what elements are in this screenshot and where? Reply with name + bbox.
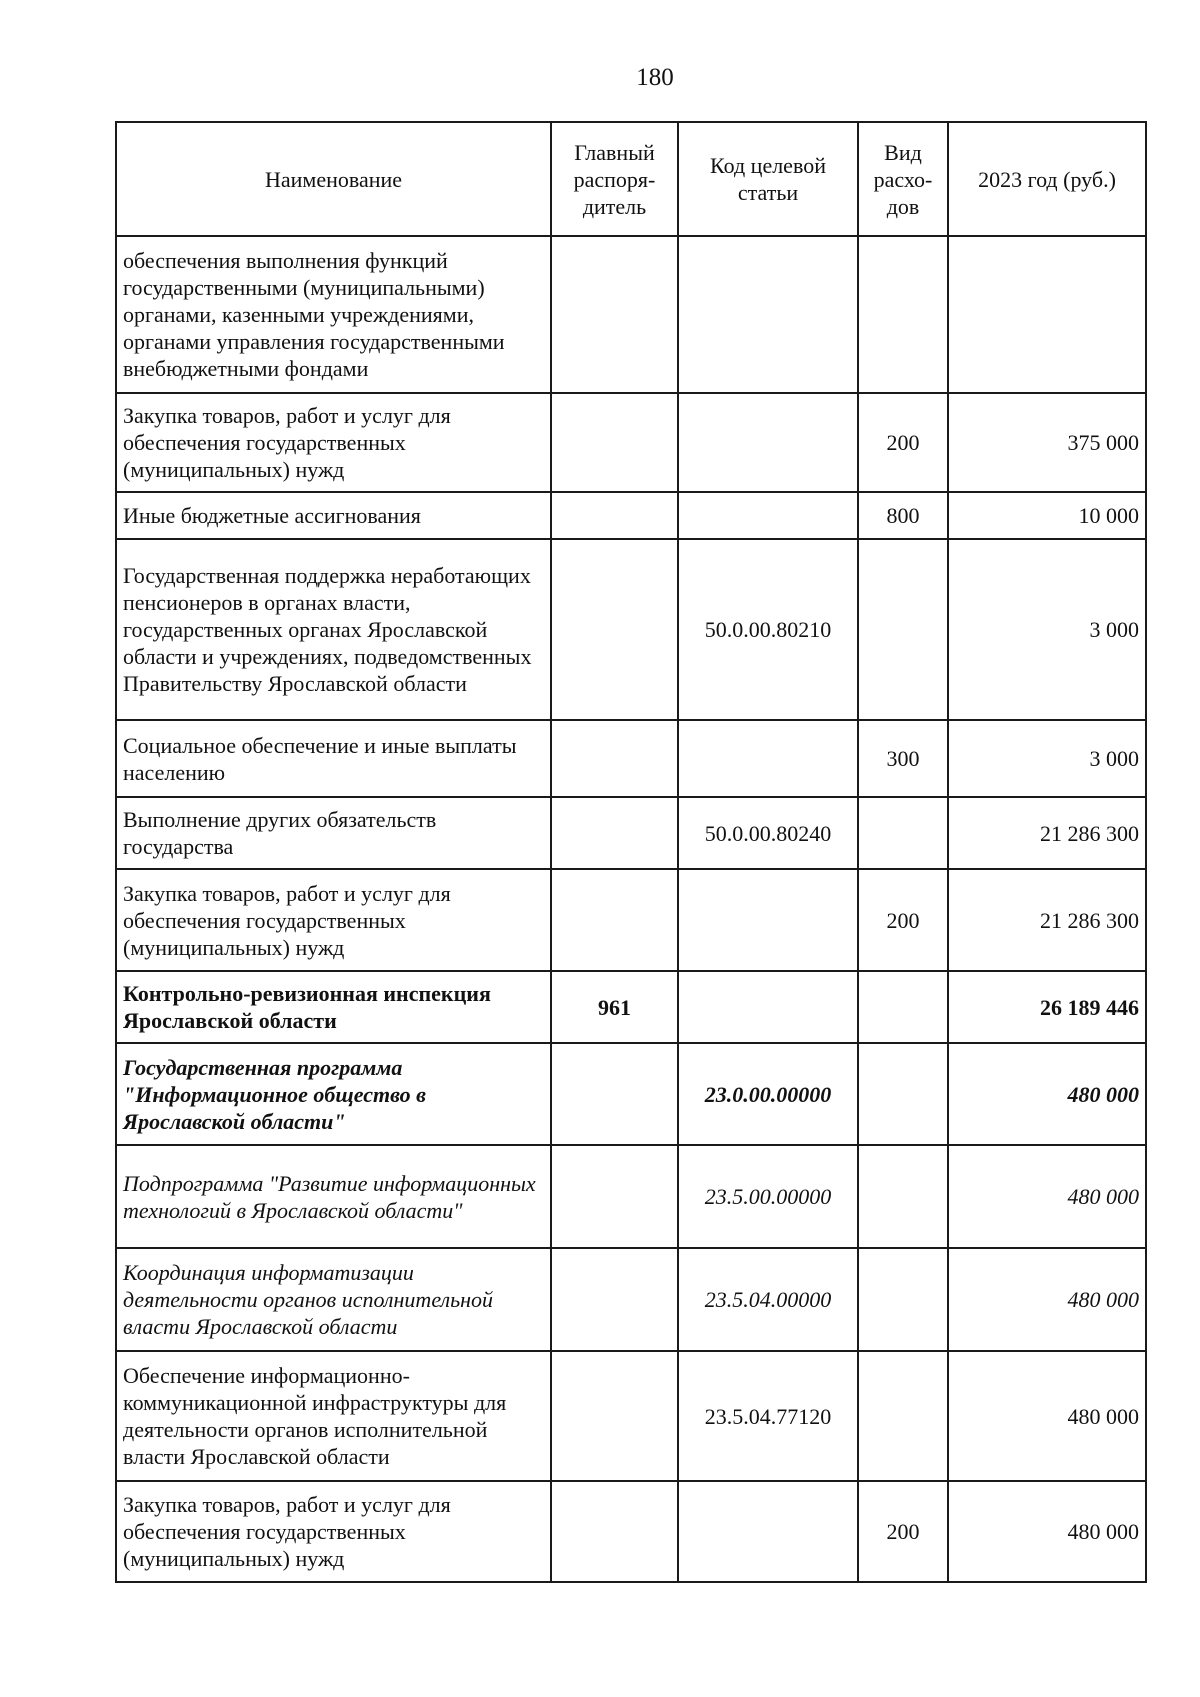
row-name: Закупка товаров, работ и услуг для обеспечения государственных (муниципальных) нужд: [116, 1481, 551, 1582]
header-admin: Главный распоря-дитель: [551, 122, 678, 236]
row-name: Обеспечение информационно-коммуникационной инфраструктуры для деятельности органов исполнительной власти Ярославской области: [116, 1351, 551, 1481]
row-name: Закупка товаров, работ и услуг для обеспечения государственных (муниципальных) нужд: [116, 869, 551, 971]
row-type: [858, 236, 948, 393]
row-amount: 3 000: [948, 539, 1146, 720]
table-row: [116, 1481, 1146, 1582]
row-type: [858, 539, 948, 720]
row-amount: 480 000: [948, 1351, 1146, 1481]
row-admin: [551, 720, 678, 797]
row-code: [678, 971, 858, 1043]
row-code: [678, 236, 858, 393]
row-admin: [551, 797, 678, 869]
row-type: [858, 797, 948, 869]
table-row: [116, 720, 1146, 797]
row-amount: [948, 236, 1146, 393]
row-admin: [551, 1248, 678, 1351]
row-type: 200: [858, 393, 948, 492]
table-row: [116, 1248, 1146, 1351]
page-number: 180: [636, 64, 674, 91]
header-code: Код целевой статьи: [678, 122, 858, 236]
row-code: 50.0.00.80210: [678, 539, 858, 720]
table-row: [116, 1145, 1146, 1248]
row-type: 200: [858, 869, 948, 971]
row-code: 50.0.00.80240: [678, 797, 858, 869]
row-amount: 26 189 446: [948, 971, 1146, 1043]
budget-table: [115, 121, 1147, 1583]
row-code: 23.0.00.00000: [678, 1043, 858, 1145]
row-name: Государственная поддержка неработающих пенсионеров в органах власти, государственных органах Ярославской области и учреждениях, подведомственных Правительству Ярославской области: [116, 539, 551, 720]
row-type: 800: [858, 492, 948, 539]
table-row: [116, 393, 1146, 492]
row-code: 23.5.04.77120: [678, 1351, 858, 1481]
table-row: [116, 971, 1146, 1043]
row-admin: [551, 1145, 678, 1248]
row-admin: [551, 1351, 678, 1481]
row-amount: 480 000: [948, 1481, 1146, 1582]
row-code: [678, 492, 858, 539]
row-name: Контрольно-ревизионная инспекция Ярославской области: [116, 971, 551, 1043]
row-amount: 480 000: [948, 1248, 1146, 1351]
table-row: [116, 236, 1146, 393]
row-type: 200: [858, 1481, 948, 1582]
row-name: Государственная программа "Информационное общество в Ярославской области": [116, 1043, 551, 1145]
row-admin: [551, 869, 678, 971]
row-amount: 21 286 300: [948, 869, 1146, 971]
row-type: [858, 1248, 948, 1351]
row-admin: [551, 1043, 678, 1145]
row-admin: [551, 393, 678, 492]
row-code: [678, 393, 858, 492]
header-name: Наименование: [116, 122, 551, 236]
row-admin: [551, 539, 678, 720]
table-row: [116, 539, 1146, 720]
row-name: Закупка товаров, работ и услуг для обеспечения государственных (муниципальных) нужд: [116, 393, 551, 492]
table-row: [116, 1351, 1146, 1481]
row-name: обеспечения выполнения функций государственными (муниципальными) органами, казенными учреждениями, органами управления государственными внебюджетными фондами: [116, 236, 551, 393]
row-code: [678, 720, 858, 797]
header-type: Вид расхо-дов: [858, 122, 948, 236]
row-amount: 480 000: [948, 1043, 1146, 1145]
row-admin: 961: [551, 971, 678, 1043]
row-admin: [551, 236, 678, 393]
header-year: 2023 год (руб.): [948, 122, 1146, 236]
row-name: Социальное обеспечение и иные выплаты населению: [116, 720, 551, 797]
row-type: [858, 971, 948, 1043]
row-name: Иные бюджетные ассигнования: [116, 492, 551, 539]
table-row: [116, 1043, 1146, 1145]
row-code: [678, 869, 858, 971]
row-type: 300: [858, 720, 948, 797]
table-row: [116, 869, 1146, 971]
row-admin: [551, 1481, 678, 1582]
row-amount: 3 000: [948, 720, 1146, 797]
table-row: [116, 492, 1146, 539]
row-name: Выполнение других обязательств государства: [116, 797, 551, 869]
row-amount: 21 286 300: [948, 797, 1146, 869]
row-amount: 10 000: [948, 492, 1146, 539]
row-type: [858, 1145, 948, 1248]
row-code: 23.5.00.00000: [678, 1145, 858, 1248]
row-amount: 375 000: [948, 393, 1146, 492]
row-type: [858, 1351, 948, 1481]
row-amount: 480 000: [948, 1145, 1146, 1248]
row-admin: [551, 492, 678, 539]
table-header-row: [116, 122, 1146, 236]
row-type: [858, 1043, 948, 1145]
row-code: 23.5.04.00000: [678, 1248, 858, 1351]
row-name: Координация информатизации деятельности органов исполнительной власти Ярославской области: [116, 1248, 551, 1351]
table-row: [116, 797, 1146, 869]
row-name: Подпрограмма "Развитие информационных технологий в Ярославской области": [116, 1145, 551, 1248]
row-code: [678, 1481, 858, 1582]
